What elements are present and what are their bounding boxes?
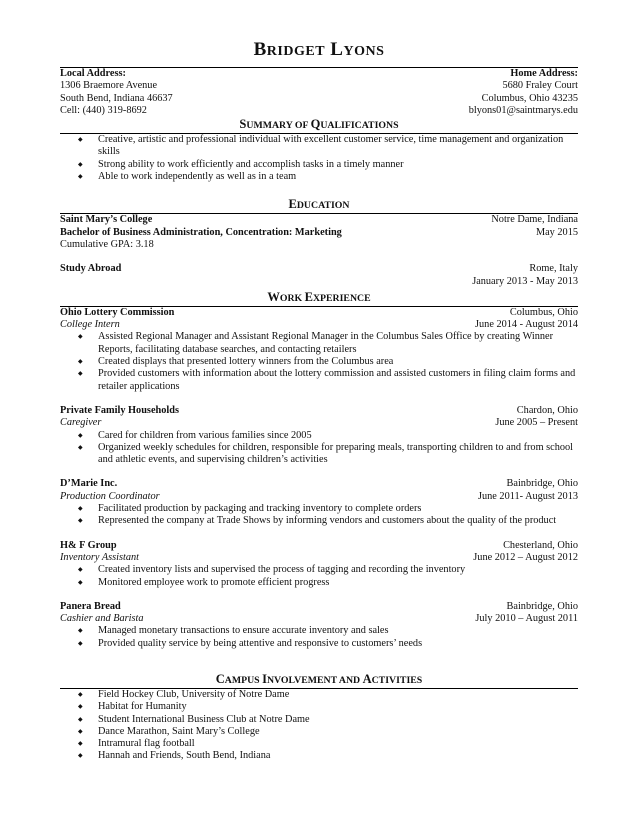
resume (60, 38, 578, 763)
job-duties (60, 503, 578, 528)
list-item: ◆ Field Hockey Club, University of Notre Dame (60, 689, 578, 701)
study-abroad-row (60, 263, 578, 275)
list-item: ◆ Dance Marathon, Saint Mary’s College (60, 726, 578, 738)
job-duties (60, 430, 578, 467)
job-org: D’Marie Inc. (60, 478, 118, 490)
school-location: Notre Dame, Indiana (491, 214, 578, 226)
degree: Bachelor of Business Administration, Concentration: Marketing (60, 226, 342, 238)
local-address-line: 1306 Braemore Avenue (60, 80, 158, 92)
job-title: Caregiver (60, 417, 102, 429)
list-item: ◆ Managed monetary transactions to ensure accurate inventory and sales (60, 625, 578, 637)
job-date: June 2014 - August 2014 (475, 319, 578, 331)
home-address (469, 68, 578, 117)
job-date: June 2005 – Present (495, 417, 578, 429)
education-row (60, 214, 578, 226)
list-item: ◆ Organized weekly schedules for children, responsible for preparing meals, transporting children to and from school and athletic events, and supervising children’s activities (60, 442, 578, 467)
gpa: Cumulative GPA: 3.18 (60, 238, 154, 250)
spacer (60, 393, 578, 405)
job-entry (60, 307, 578, 393)
job-title: Cashier and Barista (60, 613, 144, 625)
job-duties (60, 331, 578, 392)
job-duties (60, 564, 578, 589)
spacer (60, 251, 578, 263)
list-item: ◆ Creative, artistic and professional individual with excellent customer service, time management and organization skills (60, 134, 578, 159)
home-address-line: Columbus, Ohio 43235 (481, 92, 578, 104)
study-abroad-date-row (60, 276, 578, 288)
school: Saint Mary’s College (60, 214, 153, 226)
list-item: ◆ Facilitated production by packaging and tracking inventory to complete orders (60, 503, 578, 515)
cell-phone: Cell: (440) 319-8692 (60, 104, 147, 116)
home-address-label: Home Address: (510, 68, 578, 79)
degree-row (60, 227, 578, 239)
address-block (60, 68, 578, 117)
job-location: Bainbridge, Ohio (506, 478, 578, 490)
job-entry (60, 405, 578, 466)
section-heading-education: EDUCATION (288, 197, 350, 212)
job-title: Inventory Assistant (60, 551, 140, 563)
list-item: ◆ Habitat for Humanity (60, 701, 578, 713)
list-item: ◆ Strong ability to work efficiently and accomplish tasks in a timely manner (60, 159, 578, 171)
job-location: Columbus, Ohio (509, 306, 578, 318)
email: blyons01@saintmarys.edu (468, 104, 578, 116)
spacer (60, 528, 578, 540)
list-item: ◆ Intramural flag football (60, 738, 578, 750)
job-date: June 2012 – August 2012 (473, 551, 578, 563)
job-location: Chesterland, Ohio (503, 539, 578, 551)
job-org: Ohio Lottery Commission (60, 306, 175, 318)
job-org: H& F Group (60, 539, 117, 551)
list-item: ◆ Assisted Regional Manager and Assistant Regional Manager in the Columbus Sales Office by creating Winner Reports, facilitating database searches, and contacting retailers (60, 331, 578, 356)
job-title: College Intern (60, 319, 120, 331)
job-entry (60, 601, 578, 650)
list-item: ◆ Able to work independently as well as in a team (60, 171, 578, 183)
job-location: Bainbridge, Ohio (506, 600, 578, 612)
campus-list (60, 689, 578, 763)
study-abroad: Study Abroad (60, 263, 122, 275)
section-heading-summary: SUMMARY OF QUALIFICATIONS (239, 117, 399, 132)
job-entry (60, 540, 578, 589)
list-item: ◆ Created inventory lists and supervised the process of tagging and recording the inventory (60, 564, 578, 576)
degree-date: May 2015 (535, 226, 578, 238)
section-heading-campus: CAMPUS INVOLVEMENT AND ACTIVITIES (215, 671, 423, 686)
spacer (60, 466, 578, 478)
local-address-line: South Bend, Indiana 46637 (60, 92, 173, 104)
section-heading-work: WORK EXPERIENCE (267, 289, 371, 304)
job-title: Production Coordinator (60, 490, 160, 502)
job-entry (60, 478, 578, 527)
list-item: ◆ Cared for children from various families since 2005 (60, 430, 578, 442)
list-item: ◆ Monitored employee work to promote efficient progress (60, 577, 578, 589)
list-item: ◆ Created displays that presented lottery winners from the Columbus area (60, 356, 578, 368)
list-item: ◆ Provided quality service by being attentive and responsive to customers’ needs (60, 638, 578, 650)
list-item: ◆ Student International Business Club at Notre Dame (60, 714, 578, 726)
home-address-line: 5680 Fraley Court (502, 80, 578, 92)
list-item: ◆ Provided customers with information about the lottery commission and assisted customers in filing claim forms and retailer applications (60, 368, 578, 393)
spacer (60, 589, 578, 601)
list-item: ◆ Hannah and Friends, South Bend, Indiana (60, 750, 578, 762)
job-org: Private Family Households (60, 404, 179, 416)
job-location: Chardon, Ohio (516, 404, 578, 416)
resume-name: BRIDGET LYONS (253, 39, 385, 60)
job-date: June 2011- August 2013 (477, 490, 578, 502)
spacer (60, 650, 578, 672)
local-address (60, 68, 173, 117)
study-abroad-location: Rome, Italy (529, 263, 578, 275)
job-date: July 2010 – August 2011 (475, 613, 578, 625)
study-abroad-date: January 2013 - May 2013 (472, 275, 578, 287)
job-org: Panera Bread (60, 600, 121, 612)
job-duties (60, 625, 578, 650)
local-address-label: Local Address: (60, 68, 126, 79)
list-item: ◆ Represented the company at Trade Shows by informing vendors and customers about the quality of the product (60, 515, 578, 527)
summary-list (60, 134, 578, 183)
